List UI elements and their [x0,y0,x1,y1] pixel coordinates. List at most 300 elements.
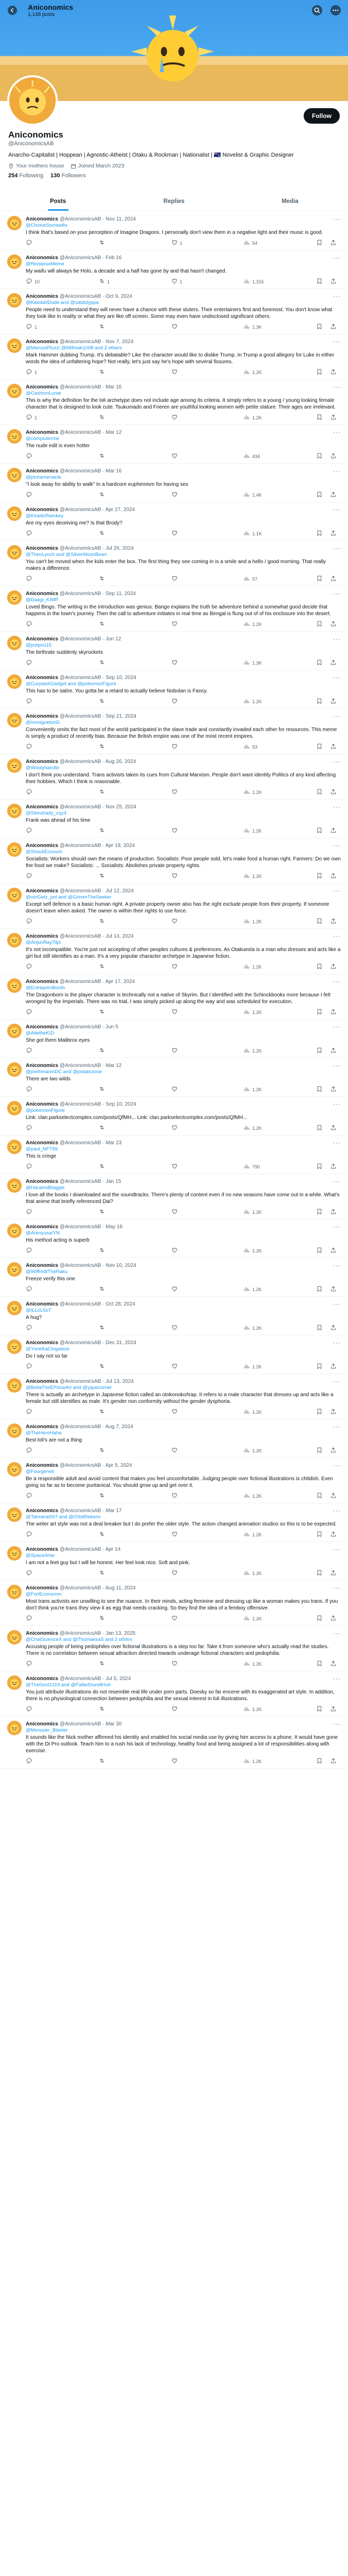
tweet-author-name[interactable]: Aniconomics [26,675,58,681]
tweet-author-name[interactable]: Aniconomics [26,1631,58,1636]
tweet-more-icon[interactable]: ··· [333,1423,341,1430]
tweet[interactable] [0,670,348,709]
tweet-more-icon[interactable]: ··· [333,803,341,810]
bookmark-button[interactable] [316,1163,323,1171]
tweet-more-icon[interactable]: ··· [333,383,341,391]
tweet-avatar[interactable] [7,674,22,689]
tweet-reply-target[interactable]: @AnjunRayTilpi [26,940,61,945]
bookmark-button[interactable] [316,1569,323,1577]
tweet-avatar[interactable] [7,804,22,818]
tweet-author-name[interactable]: Aniconomics [26,255,58,261]
reply-button[interactable] [26,1757,46,1765]
reply-button[interactable] [26,1531,46,1538]
reply-button[interactable] [26,872,46,880]
reply-button[interactable] [26,659,46,667]
tweet-avatar[interactable] [7,636,22,650]
tweet-avatar[interactable] [7,1262,22,1277]
tweet[interactable] [0,1136,348,1174]
bookmark-button[interactable] [316,1447,323,1454]
tweet-reply-target[interactable]: @Daagi_KIMP [26,597,58,603]
share-button[interactable] [330,278,337,285]
tweet[interactable] [0,212,348,250]
tab-posts[interactable]: Posts [0,194,116,211]
tweet-reply-target[interactable]: @Tatmerai007 and @OrbitRekenv [26,1514,101,1520]
tweet-avatar[interactable] [7,978,22,993]
repost-button[interactable] [98,1660,119,1668]
tweet-avatar[interactable] [7,1062,22,1077]
views-button[interactable] [243,1447,264,1454]
views-button[interactable] [243,872,264,880]
bookmark-button[interactable] [316,452,323,460]
like-button[interactable] [171,1008,192,1016]
bookmark-button[interactable] [316,323,323,331]
tweet-author-name[interactable]: Aniconomics [26,934,58,939]
bookmark-button[interactable] [316,659,323,667]
like-button[interactable] [171,963,192,971]
tab-media[interactable]: Media [281,198,299,205]
tweet-avatar[interactable] [7,590,22,605]
tweet-more-icon[interactable]: ··· [333,1720,341,1727]
tweet-avatar[interactable] [7,1585,22,1599]
share-button[interactable] [330,1492,337,1500]
tweet-avatar[interactable] [7,933,22,947]
tweet[interactable] [0,502,348,541]
tweet-author-name[interactable]: Aniconomics [26,1463,58,1468]
tweet-reply-target[interactable]: @Kaeda0Dude and @saldolyppa [26,300,99,306]
reply-button[interactable] [26,1492,46,1500]
tweet-more-icon[interactable]: ··· [333,1339,341,1346]
reply-button[interactable] [26,1163,46,1171]
reply-button[interactable] [26,1660,46,1668]
tweet-author-name[interactable]: Aniconomics [26,804,58,810]
tweet[interactable] [0,334,348,380]
share-button[interactable] [330,1324,337,1332]
tweet-avatar[interactable] [7,545,22,560]
repost-button[interactable] [98,788,119,796]
tweet-reply-target[interactable]: @ChatScienceX and @ThomaksaS and 2 others [26,1637,132,1642]
repost-button[interactable] [98,1705,119,1713]
share-button[interactable] [330,368,337,376]
repost-button[interactable] [98,827,119,835]
tweet-author-name[interactable]: Aniconomics [26,714,58,719]
views-button[interactable] [243,1492,264,1500]
share-button[interactable] [330,698,337,705]
tweet-avatar[interactable] [7,1423,22,1438]
tweet-more-icon[interactable]: ··· [333,933,341,940]
share-button[interactable] [330,1615,337,1622]
reply-button[interactable] [26,1247,46,1255]
share-button[interactable] [330,1757,337,1765]
tweet-reply-target[interactable]: @pichamenacte [26,474,61,480]
views-button[interactable] [243,1531,264,1538]
repost-button[interactable] [98,1285,119,1293]
repost-button[interactable] [98,1447,119,1454]
repost-button[interactable] [98,1615,119,1622]
tweet-avatar[interactable] [7,1507,22,1522]
tweet[interactable] [0,754,348,800]
views-button[interactable] [243,1705,264,1713]
repost-button[interactable] [98,1569,119,1577]
bookmark-button[interactable] [316,1285,323,1293]
tweet-avatar[interactable] [7,429,22,444]
tweet-more-icon[interactable]: ··· [333,1462,341,1469]
tweet-avatar[interactable] [7,1101,22,1115]
share-button[interactable] [330,1247,337,1255]
like-button[interactable] [171,1569,192,1577]
reply-button[interactable] [26,491,46,499]
like-button[interactable] [171,1757,192,1765]
views-button[interactable] [243,1008,264,1016]
like-button[interactable] [171,620,192,628]
back-arrow-icon[interactable] [6,4,19,16]
tweet-reply-target[interactable]: @polipo115 [26,642,52,648]
tweet-more-icon[interactable]: ··· [333,254,341,261]
tweet-more-icon[interactable]: ··· [333,545,341,552]
tweet-reply-target[interactable]: @Woolyhandle [26,765,59,771]
tweet-author-name[interactable]: Aniconomics [26,1721,58,1727]
views-button[interactable] [243,743,264,751]
views-button[interactable] [243,1208,264,1216]
bookmark-button[interactable] [316,827,323,835]
tweet[interactable] [0,929,348,974]
bookmark-button[interactable] [316,788,323,796]
tweet-avatar[interactable] [7,338,22,353]
tweet-reply-target[interactable]: @compiuterme [26,436,59,442]
share-button[interactable] [330,1124,337,1132]
like-button[interactable] [171,1492,192,1500]
tweet-reply-target[interactable]: @ILLoL5oT [26,1308,52,1313]
bookmark-button[interactable] [316,1086,323,1093]
tweet-author-name[interactable]: Aniconomics [26,1063,58,1069]
tweet-reply-target[interactable]: @HaramsBlogger [26,1185,65,1191]
share-button[interactable] [330,1363,337,1370]
tweet-author-name[interactable]: Aniconomics [26,1024,58,1030]
tweet-more-icon[interactable]: ··· [333,1378,341,1385]
tweet[interactable] [0,1020,348,1058]
tweet-more-icon[interactable]: ··· [333,1675,341,1682]
repost-button[interactable] [98,368,119,376]
tweet-author-name[interactable]: Aniconomics [26,1101,58,1107]
tweet-more-icon[interactable]: ··· [333,674,341,681]
tweet-reply-target[interactable]: @TheHeroHaha [26,1430,62,1436]
tab-replies[interactable]: Replies [163,198,185,205]
views-button[interactable] [243,414,264,421]
tweet-more-icon[interactable]: ··· [333,842,341,849]
tweet[interactable] [0,586,348,632]
tweet[interactable] [0,250,348,289]
repost-button[interactable] [98,698,119,705]
bookmark-button[interactable] [316,1408,323,1416]
views-button[interactable] [243,239,264,247]
tweet[interactable] [0,1097,348,1136]
tweet[interactable] [0,1174,348,1219]
views-button[interactable] [243,530,264,537]
like-button[interactable] [171,1124,192,1132]
share-button[interactable] [330,1531,337,1538]
bookmark-button[interactable] [316,414,323,421]
repost-button[interactable] [98,1208,119,1216]
like-button[interactable] [171,1285,192,1293]
tweet-reply-target[interactable]: @KineticRamkey [26,513,63,519]
tweet-author-name[interactable]: Aniconomics [26,591,58,597]
tweet-more-icon[interactable]: ··· [333,1223,341,1230]
tweet-author-name[interactable]: Aniconomics [26,294,58,299]
share-button[interactable] [330,743,337,751]
tweet-avatar[interactable] [7,1301,22,1315]
repost-button[interactable] [98,1163,119,1171]
tweet[interactable] [0,1335,348,1374]
share-button[interactable] [330,491,337,499]
share-button[interactable] [330,659,337,667]
tweet-author-name[interactable]: Aniconomics [26,507,58,513]
like-button[interactable] [171,530,192,537]
reply-button[interactable] [26,452,46,460]
reply-button[interactable] [26,1285,46,1293]
tweet-reply-target[interactable]: @ShockEconom [26,849,62,855]
repost-button[interactable] [98,1492,119,1500]
tweet[interactable] [0,974,348,1020]
tweet-more-icon[interactable]: ··· [333,1584,341,1591]
tweet-reply-target[interactable]: @FortEconomm [26,1591,62,1597]
bookmark-button[interactable] [316,1531,323,1538]
like-button[interactable] [171,1208,192,1216]
tweet-avatar[interactable] [7,1140,22,1154]
views-button[interactable] [243,1408,264,1416]
bookmark-button[interactable] [316,1208,323,1216]
like-button[interactable] [171,1163,192,1171]
reply-button[interactable] [26,788,46,796]
tweet-author-name[interactable]: Aniconomics [26,384,58,390]
views-button[interactable] [243,1324,264,1332]
bookmark-button[interactable] [316,1492,323,1500]
tweet-reply-target[interactable]: @CashionLunar [26,391,61,396]
reply-button[interactable] [26,1324,46,1332]
like-button[interactable] [171,827,192,835]
search-icon[interactable] [311,4,323,16]
share-button[interactable] [330,788,337,796]
tweet-reply-target[interactable]: @EntreprenBooth [26,985,65,991]
tweet-more-icon[interactable]: ··· [333,1023,341,1030]
like-button[interactable] [171,1705,192,1713]
like-button[interactable] [171,278,192,285]
repost-button[interactable] [98,323,119,331]
bookmark-button[interactable] [316,1363,323,1370]
reply-button[interactable] [26,620,46,628]
tweet-reply-target[interactable]: @WiffredtTheRaku [26,1269,68,1275]
like-button[interactable] [171,1408,192,1416]
tweet-reply-target[interactable]: @RiosijouxMeme [26,261,64,267]
bookmark-button[interactable] [316,918,323,925]
like-button[interactable] [171,414,192,421]
tweet-more-icon[interactable]: ··· [333,1100,341,1108]
repost-button[interactable] [98,620,119,628]
tweet-author-name[interactable]: Aniconomics [26,1263,58,1268]
reply-button[interactable] [26,1705,46,1713]
share-button[interactable] [330,1008,337,1016]
tweet-more-icon[interactable]: ··· [333,590,341,597]
tweet[interactable] [0,380,348,425]
bookmark-button[interactable] [316,1324,323,1332]
bookmark-button[interactable] [316,872,323,880]
tweet-author-name[interactable]: Aniconomics [26,216,58,222]
tweet[interactable] [0,464,348,502]
views-button[interactable] [243,1086,264,1093]
tweet-author-name[interactable]: Aniconomics [26,1179,58,1184]
share-button[interactable] [330,872,337,880]
share-button[interactable] [330,452,337,460]
tweet[interactable] [0,1581,348,1626]
tweet[interactable] [0,800,348,838]
repost-button[interactable] [98,239,119,247]
bookmark-button[interactable] [316,1008,323,1016]
reply-button[interactable] [26,1008,46,1016]
views-button[interactable] [243,918,264,925]
tweet-more-icon[interactable]: ··· [333,1300,341,1308]
repost-button[interactable] [98,918,119,925]
share-button[interactable] [330,414,337,421]
views-button[interactable] [243,575,264,583]
views-button[interactable] [243,788,264,796]
tweet-more-icon[interactable]: ··· [333,1062,341,1069]
like-button[interactable] [171,491,192,499]
tweet-avatar[interactable] [7,1721,22,1735]
tweet-avatar[interactable] [7,713,22,727]
views-button[interactable] [243,323,264,331]
tweet-author-name[interactable]: Aniconomics [26,1224,58,1230]
views-button[interactable] [243,827,264,835]
bookmark-button[interactable] [316,1124,323,1132]
tweet[interactable] [0,1717,348,1769]
tweet[interactable] [0,289,348,334]
reply-button[interactable] [26,698,46,705]
repost-button[interactable] [98,1247,119,1255]
repost-button[interactable] [98,1086,119,1093]
repost-button[interactable] [98,1408,119,1416]
tweet-more-icon[interactable]: ··· [333,429,341,436]
like-button[interactable] [171,659,192,667]
repost-button[interactable] [98,1124,119,1132]
share-button[interactable] [330,530,337,537]
views-button[interactable] [243,368,264,376]
tweet-avatar[interactable] [7,506,22,521]
repost-button[interactable] [98,530,119,537]
tweet-author-name[interactable]: Aniconomics [26,1301,58,1307]
tweet-author-name[interactable]: Aniconomics [26,759,58,765]
like-button[interactable] [171,452,192,460]
tweet-author-name[interactable]: Aniconomics [26,636,58,642]
bookmark-button[interactable] [316,278,323,285]
follow-button[interactable]: Follow [304,108,340,124]
tweet[interactable] [0,709,348,754]
views-button[interactable] [243,1363,264,1370]
repost-button[interactable] [98,491,119,499]
tweet-reply-target[interactable]: @CurplashGadget and @pokemonFigure [26,681,117,687]
tweet-author-name[interactable]: Aniconomics [26,1676,58,1682]
views-button[interactable] [243,1757,264,1765]
views-button[interactable] [243,1615,264,1622]
tweet-reply-target[interactable]: @Fourgerwit [26,1469,54,1475]
reply-button[interactable] [26,1208,46,1216]
tweet[interactable] [0,541,348,586]
tweet-more-icon[interactable]: ··· [333,1262,341,1269]
repost-button[interactable] [98,743,119,751]
tweet-avatar[interactable] [7,1378,22,1393]
tweet-more-icon[interactable]: ··· [333,1546,341,1553]
reply-button[interactable] [26,963,46,971]
tweet-author-name[interactable]: Aniconomics [26,1585,58,1591]
tweet-reply-target[interactable]: @pokemonFigure [26,1108,65,1113]
like-button[interactable] [171,918,192,925]
bookmark-button[interactable] [316,1047,323,1055]
reply-button[interactable] [26,575,46,583]
tweet[interactable] [0,425,348,464]
bookmark-button[interactable] [316,368,323,376]
views-button[interactable] [243,1124,264,1132]
bookmark-button[interactable] [316,530,323,537]
views-button[interactable] [243,452,264,460]
bookmark-button[interactable] [316,1705,323,1713]
reply-button[interactable] [26,743,46,751]
views-button[interactable] [243,1660,264,1668]
share-button[interactable] [330,1208,337,1216]
bookmark-button[interactable] [316,1247,323,1255]
like-button[interactable] [171,1086,192,1093]
tweet-author-name[interactable]: Aniconomics [26,1140,58,1146]
views-button[interactable] [243,1569,264,1577]
reply-button[interactable] [26,1086,46,1093]
tweet[interactable] [0,1297,348,1335]
repost-button[interactable] [98,575,119,583]
repost-button[interactable] [98,659,119,667]
share-button[interactable] [330,918,337,925]
share-button[interactable] [330,323,337,331]
tweet[interactable] [0,1458,348,1503]
bookmark-button[interactable] [316,1660,323,1668]
share-button[interactable] [330,1047,337,1055]
views-button[interactable] [243,1247,264,1255]
tweet[interactable] [0,1419,348,1458]
tweet-author-name[interactable]: Aniconomics [26,1424,58,1430]
tweet-avatar[interactable] [7,888,22,902]
tweet-more-icon[interactable]: ··· [333,293,341,300]
repost-button[interactable] [98,963,119,971]
like-button[interactable] [171,239,192,247]
reply-button[interactable] [26,414,46,421]
share-button[interactable] [330,575,337,583]
tweet-author-name[interactable]: Aniconomics [26,339,58,345]
bookmark-button[interactable] [316,698,323,705]
tweet-reply-target[interactable]: @Slimshady_zqz4 [26,810,67,816]
following-stat[interactable] [8,173,43,179]
tweet-author-name[interactable]: Aniconomics [26,979,58,985]
views-button[interactable] [243,1163,264,1171]
like-button[interactable] [171,743,192,751]
bookmark-button[interactable] [316,743,323,751]
tweet-reply-target[interactable]: @SpaceArtw [26,1553,55,1558]
like-button[interactable] [171,1447,192,1454]
tweet-author-name[interactable]: Aniconomics [26,1547,58,1552]
tweet[interactable] [0,632,348,670]
tweet-reply-target[interactable]: @paul_NFT69 [26,1146,58,1152]
reply-button[interactable] [26,239,46,247]
tweet-avatar[interactable] [7,1224,22,1238]
views-button[interactable] [243,963,264,971]
tweet-more-icon[interactable]: ··· [333,1139,341,1146]
like-button[interactable] [171,698,192,705]
tweet-author-name[interactable]: Aniconomics [26,888,58,894]
tweet[interactable] [0,1058,348,1097]
like-button[interactable] [171,1363,192,1370]
